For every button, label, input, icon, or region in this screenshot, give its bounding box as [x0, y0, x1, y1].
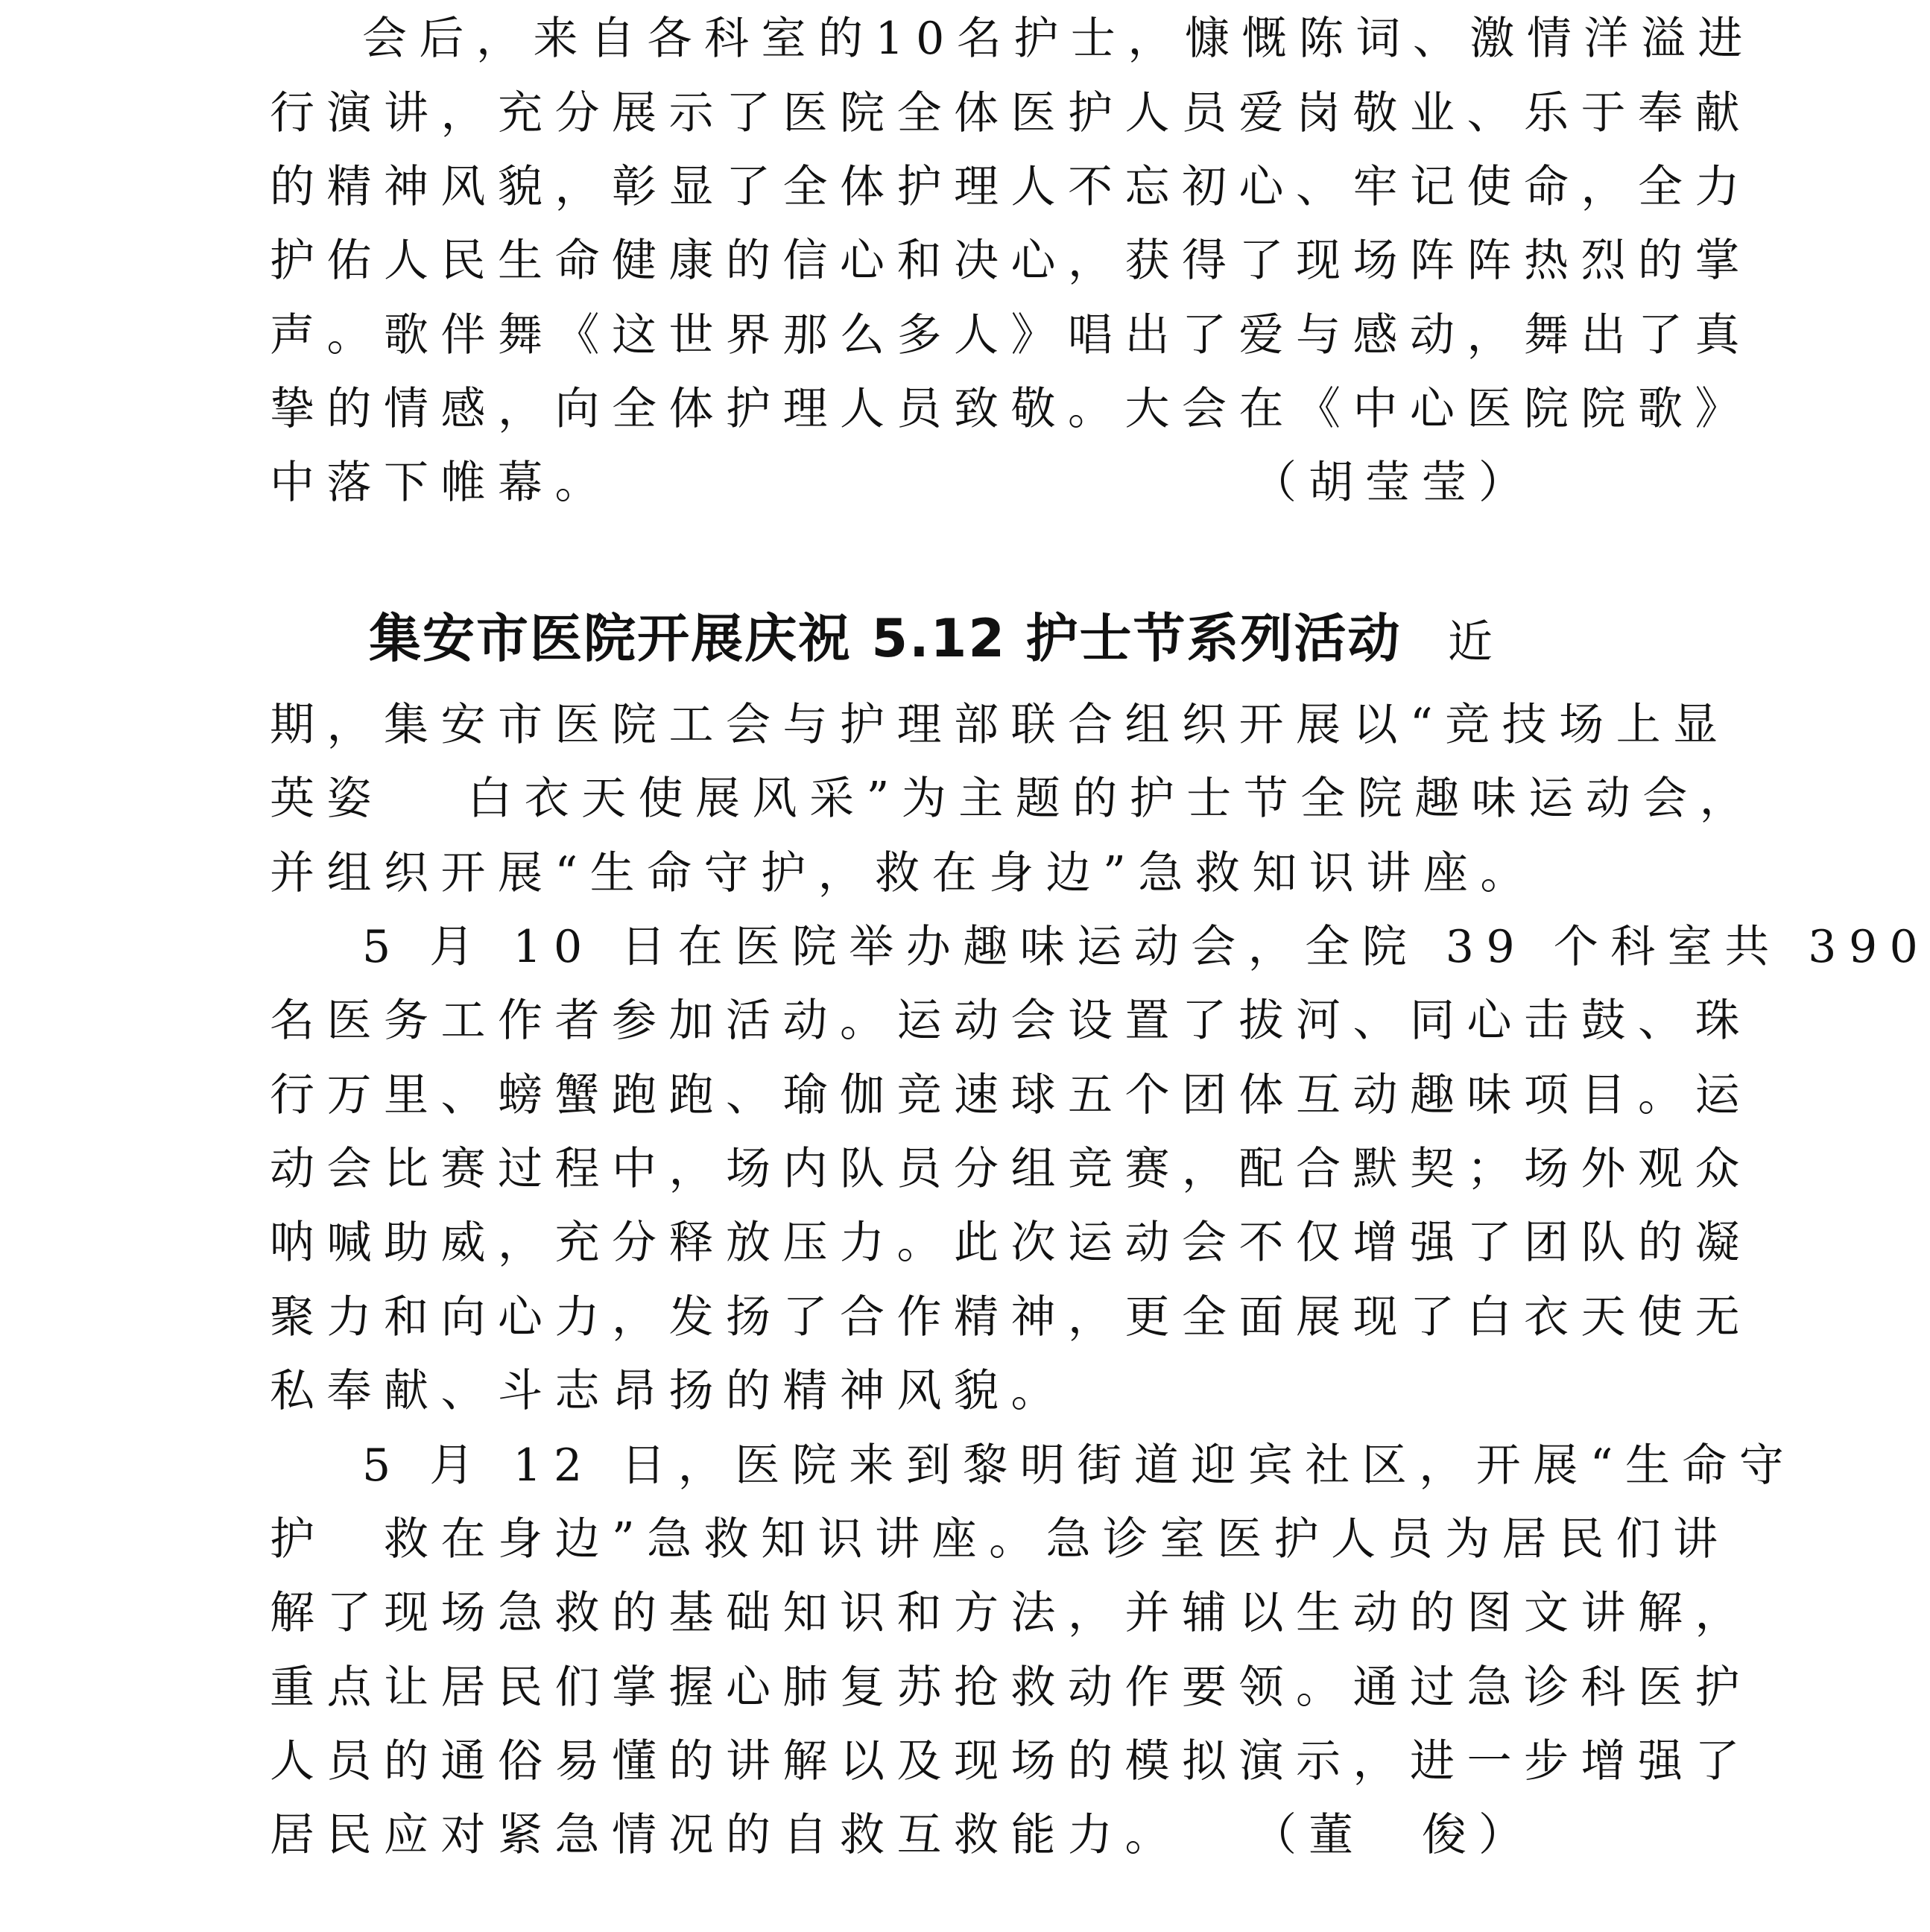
article2-line-5: 名医务工作者参加活动。运动会设置了拔河、同心击鼓、珠: [270, 995, 1752, 1047]
article2-line-10: 私奉献、斗志昂扬的精神风貌。: [270, 1365, 1068, 1417]
article2-line-14: 重点让居民们掌握心肺复苏抢救动作要领。通过急诊科医护: [270, 1662, 1752, 1714]
article2-line-1: 期，集安市医院工会与护理部联合组织开展以“竞技场上显: [270, 699, 1730, 751]
article1-line-2: 行演讲，充分展示了医院全体医护人员爱岗敬业、乐于奉献: [270, 87, 1752, 139]
article1-line-7: 中落下帷幕。: [270, 457, 612, 509]
article1-line-3: 的精神风貌，彰显了全体护理人不忘初心、牢记使命，全力: [270, 161, 1752, 213]
article1-line-1: 会后，来自各科室的10名护士，慷慨陈词、激情洋溢进: [362, 13, 1755, 65]
article2-line-8: 呐喊助威，充分释放压力。此次运动会不仅增强了团队的凝: [270, 1217, 1752, 1269]
article1-line-6: 挚的情感，向全体护理人员致敬。大会在《中心医院院歌》: [270, 383, 1752, 435]
article2-author: （董 俊）: [1252, 1809, 1535, 1861]
article2-line-11: 5 月 12 日，医院来到黎明街道迎宾社区，开展“生命守: [362, 1440, 1797, 1492]
article2-line-9: 聚力和向心力，发扬了合作精神，更全面展现了白衣天使无: [270, 1291, 1752, 1343]
article2-line-4: 5 月 10 日在医院举办趣味运动会，全院 39 个科室共 390: [362, 921, 1930, 973]
article2-line-15: 人员的通俗易懂的讲解以及现场的模拟演示，进一步增强了: [270, 1735, 1752, 1787]
article2-headline: 集安市医院开展庆祝 5.12 护士节系列活动: [369, 608, 1402, 669]
article2-line-6: 行万里、螃蟹跑跑、瑜伽竞速球五个团体互动趣味项目。运: [270, 1069, 1752, 1121]
article2-line-3: 并组织开展“生命守护，救在身边”急救知识讲座。: [270, 847, 1537, 899]
article2-line-7: 动会比赛过程中，场内队员分组竞赛，配合默契；场外观众: [270, 1143, 1752, 1195]
article2-headline-tail-text: 近: [1448, 616, 1493, 668]
article2-line-12: 护 救在身边”急救知识讲座。急诊室医护人员为居民们讲: [270, 1513, 1730, 1565]
article2-line-13: 解了现场急救的基础知识和方法，并辅以生动的图文讲解，: [270, 1587, 1752, 1639]
article1-line-5: 声。歌伴舞《这世界那么多人》唱出了爱与感动，舞出了真: [270, 309, 1752, 361]
article2-line-2: 英姿 白衣天使展风采”为主题的护士节全院趣味运动会，: [270, 773, 1757, 825]
article1-author: （胡莹莹）: [1252, 457, 1535, 509]
article1-line-4: 护佑人民生命健康的信心和决心，获得了现场阵阵热烈的掌: [270, 235, 1752, 287]
article2-line-16: 居民应对紧急情况的自救互救能力。: [270, 1809, 1182, 1861]
